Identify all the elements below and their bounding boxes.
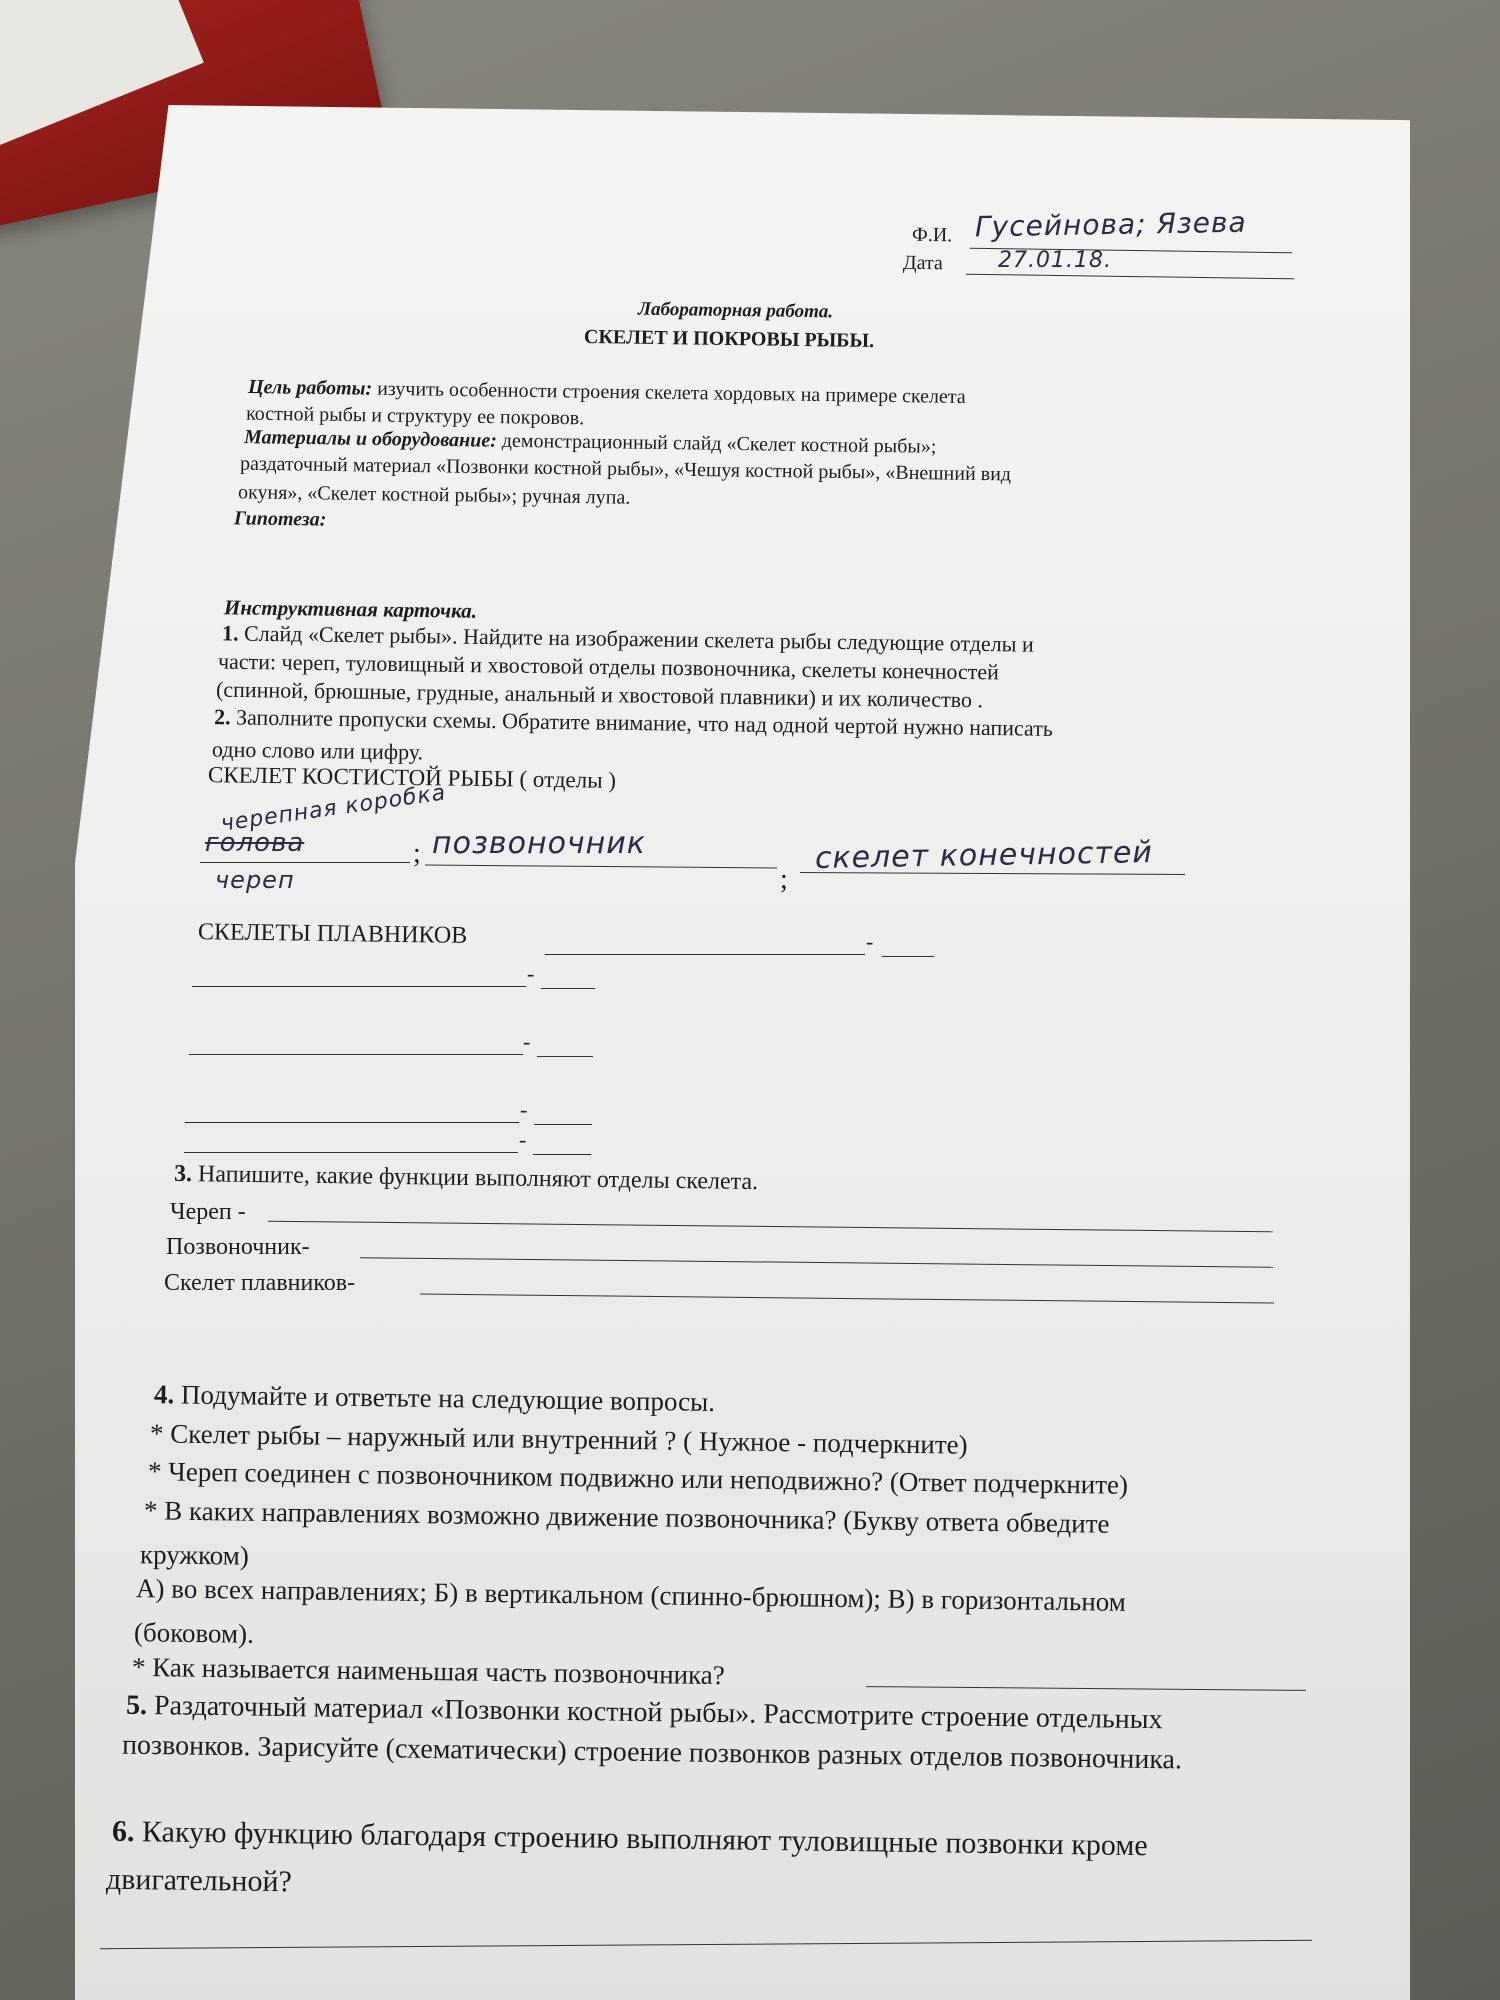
task4-number: 4. [153,1379,175,1410]
materials-label: Материалы и оборудование: [243,426,497,452]
task2-line-2: одно слово или цифру. [211,736,424,765]
fins-title: СКЕЛЕТЫ ПЛАВНИКОВ [197,919,468,949]
materials-line-2: раздаточный материал «Позвонки костной рыбы», «Чешуя костной рыбы», «Внешний вид [239,452,1012,486]
task4-question-3-line-2: кружком) [139,1539,250,1571]
hand-skull-below: череп [215,866,295,894]
task6-line-2: двигательной? [105,1862,293,1899]
lab-subtitle: Лабораторная работа. [637,298,834,323]
task6-text-1: Какую функцию благодаря строению выполняют туловищные позвонки кроме [141,1815,1148,1863]
task4-question-3-line-1: * В каких направлениях возможно движение позвоночника? (Букву ответа обведите [143,1495,1110,1539]
task5-line-2: позвонков. Зарисуйте (схематически) строение позвонков разных отделов позвоночника. [121,1729,1183,1776]
task3-number: 3. [173,1160,193,1188]
fio-label: Ф.И. [911,223,953,247]
task4-question-4: * Как называется наименьшая часть позвоночника? [131,1651,725,1691]
task4-text: Подумайте и ответьте на следующие вопросы. [180,1379,716,1417]
fins-dash-3: - [523,1029,531,1054]
task5-text-1: Раздаточный материал «Позвонки костной рыбы». Рассмотрите строение отдельных [153,1690,1163,1736]
task1-line-2: части: череп, туловищный и хвостовой отделы позвоночника, скелеты конечностей [217,648,1000,685]
task1-number: 1. [221,620,239,646]
fins-blank-4b [534,1124,592,1125]
task6-number: 6. [111,1814,135,1849]
fins-blank-4a [185,1122,519,1123]
goal-line-2: костной рыбы и структуру ее покровов. [245,402,585,430]
fins-blank-1b [882,956,934,957]
task4-options-line-1: А) во всех направлениях; Б) в вертикальном (спинно-брюшном); В) в горизонтальном [135,1573,1127,1617]
fins-blank-5a [184,1152,518,1153]
task3-fins-label: Скелет плавников- [164,1270,356,1296]
goal-label: Цель работы: [247,375,373,400]
task3-skull-label: Череп - [170,1199,246,1225]
task3-text: Напишите, какие функции выполняют отделы скелета. [197,1161,759,1196]
task5-number: 5. [125,1689,148,1722]
hand-spine: позвоночник [432,826,646,861]
fins-blank-2a [192,986,526,987]
hand-limbs: скелет конечностей [814,835,1154,876]
scheme-separator-1: ; [413,838,421,869]
task2-text-1: Заполните пропуски схемы. Обратите внимание, что над одной чертой нужно написать [235,704,1054,741]
fins-blank-2b [541,988,595,989]
goal-text-1: изучить особенности строения скелета хордовых на примере скелета [377,377,966,409]
task1-text-1: Слайд «Скелет рыбы». Найдите на изображении скелета рыбы следующие отделы и [243,620,1034,657]
fins-dash-4: - [520,1097,528,1122]
fins-dash-2: - [527,961,535,986]
date-label: Дата [902,251,944,275]
task1-line-3: (спинной, брюшные, грудные, анальный и хвостовой плавники) и их количество . [215,676,984,713]
fins-dash-1: - [866,929,874,954]
task4-options-line-2: (боковом). [133,1617,255,1649]
hand-skull-above: черепная коробка [219,780,448,837]
fio-handwritten: Гусейнова; Язева [974,205,1247,244]
fins-blank-1a [545,954,865,955]
scheme-blank-skull [200,862,410,863]
materials-line-3: окуня», «Скелет костной рыбы»; ручная лупа. [237,481,631,509]
hypothesis-label: Гипотеза: [233,507,327,531]
task4-question-2: * Череп соединен с позвоночником подвижно или неподвижно? (Ответ подчеркните) [147,1456,1129,1500]
task2-number: 2. [213,704,231,730]
lab-title: СКЕЛЕТ И ПОКРОВЫ РЫБЫ. [583,325,875,353]
fins-dash-5: - [519,1127,527,1152]
date-handwritten: 27.01.18. [998,248,1112,273]
scheme-title: СКЕЛЕТ КОСТИСТОЙ РЫБЫ ( отделы ) [207,762,617,793]
fins-blank-5b [533,1154,591,1155]
fins-blank-3a [189,1054,523,1055]
card-title: Инструктивная карточка. [223,595,478,623]
hand-skull-crossed: голова [205,828,305,858]
task4-question-1: * Скелет рыбы – наружный или внутренний ? ( Нужное - подчеркните) [149,1418,968,1460]
materials-text-1: демонстрационный слайд «Скелет костной рыбы»; [501,429,937,458]
task3-spine-label: Позвоночник- [166,1234,310,1260]
fins-blank-3b [537,1056,593,1057]
scheme-separator-2: ; [780,864,788,895]
